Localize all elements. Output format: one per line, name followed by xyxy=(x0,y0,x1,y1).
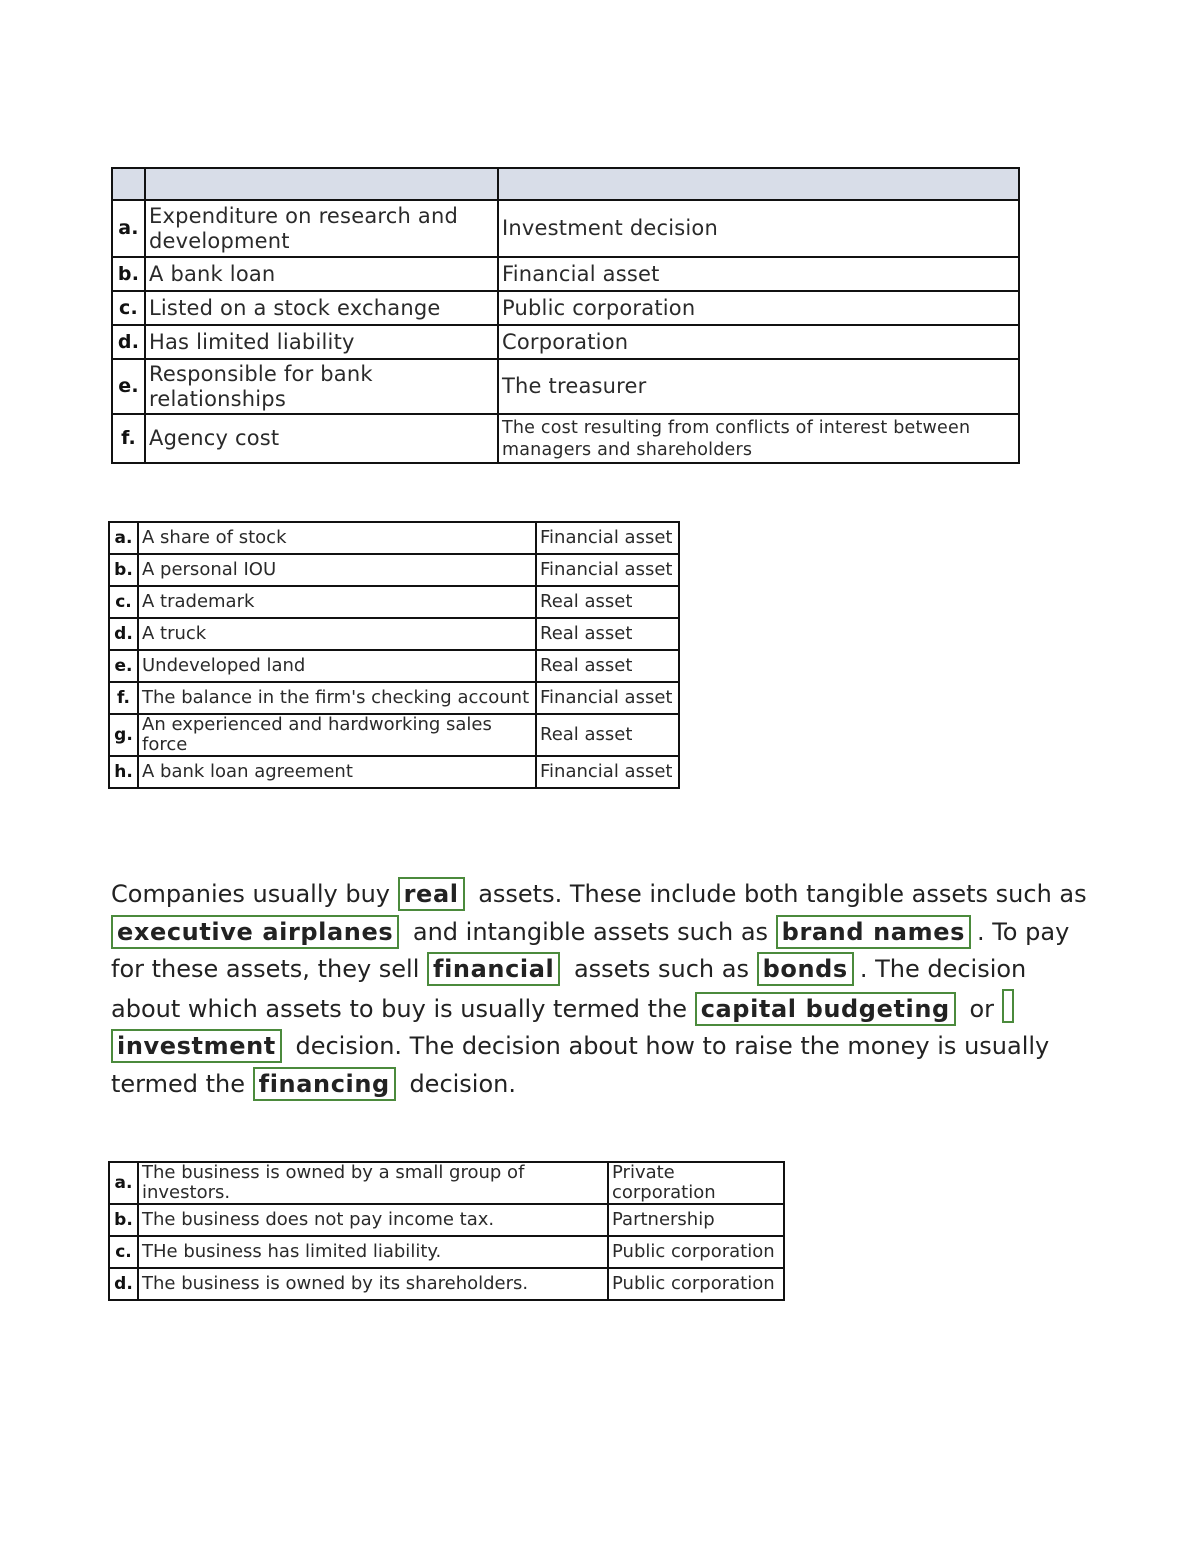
row-label: b. xyxy=(109,1204,138,1236)
table-row xyxy=(109,618,679,650)
table-row xyxy=(112,200,1019,257)
header-cell xyxy=(112,168,145,200)
item-cell: Undeveloped land xyxy=(138,650,536,682)
table-header-row xyxy=(112,168,1019,200)
statement-cell: The business is owned by a small group of investors. xyxy=(138,1162,608,1204)
table-row xyxy=(109,522,679,554)
paragraph-text: . To pay for these assets, they sell xyxy=(111,917,1070,983)
row-label: c. xyxy=(109,586,138,618)
row-label: e. xyxy=(109,650,138,682)
item-cell: A trademark xyxy=(138,586,536,618)
term-cell: Responsible for bank relationships xyxy=(145,359,498,414)
table-row xyxy=(109,650,679,682)
answer-cell: Investment decision xyxy=(498,200,1019,257)
asset-classification-table xyxy=(108,521,680,789)
answer-cell: Partnership xyxy=(608,1204,784,1236)
table-row xyxy=(112,325,1019,359)
item-cell: A bank loan agreement xyxy=(138,756,536,788)
item-cell: A personal IOU xyxy=(138,554,536,586)
row-label: h. xyxy=(109,756,138,788)
row-label: g. xyxy=(109,714,138,756)
row-label: f. xyxy=(109,682,138,714)
paragraph-text: decision. The decision about how to raise the money is usually termed the xyxy=(111,1032,1050,1098)
row-label: c. xyxy=(109,1236,138,1268)
answer-cell: Public corporation xyxy=(498,291,1019,325)
item-cell: An experienced and hardworking sales force xyxy=(138,714,536,756)
row-label: b. xyxy=(109,554,138,586)
paragraph-text: assets. These include both tangible assets such as xyxy=(470,880,1087,908)
table-row xyxy=(109,1268,784,1300)
answer-cell: Financial asset xyxy=(536,522,679,554)
paragraph-text: decision. xyxy=(401,1069,516,1098)
item-cell: A truck xyxy=(138,618,536,650)
table-row xyxy=(109,714,679,756)
row-label: c. xyxy=(112,291,145,325)
paragraph-text: assets such as xyxy=(566,955,757,983)
answer-cell: The treasurer xyxy=(498,359,1019,414)
table-row xyxy=(109,1162,784,1204)
empty-answer-box[interactable] xyxy=(1002,989,1014,1023)
item-cell: The balance in the firm's checking account xyxy=(138,682,536,714)
row-label: d. xyxy=(109,618,138,650)
answer-box[interactable]: financing xyxy=(253,1067,396,1101)
header-cell xyxy=(145,168,498,200)
term-cell: Agency cost xyxy=(145,414,498,463)
terms-table xyxy=(111,167,1020,464)
table-row xyxy=(109,1204,784,1236)
table-row xyxy=(109,1236,784,1268)
answer-cell: The cost resulting from conflicts of interest between managers and shareholders xyxy=(498,414,1019,463)
paragraph-text: . The decision about which assets to buy is usually termed the xyxy=(111,955,1027,1023)
row-label: a. xyxy=(109,1162,138,1204)
answer-cell: Real asset xyxy=(536,586,679,618)
answer-cell: Public corporation xyxy=(608,1236,784,1268)
answer-box[interactable]: financial xyxy=(427,952,560,986)
row-label: f. xyxy=(112,414,145,463)
answer-cell: Real asset xyxy=(536,618,679,650)
row-label: d. xyxy=(112,325,145,359)
answer-cell: Real asset xyxy=(536,650,679,682)
statement-cell: The business is owned by its shareholders. xyxy=(138,1268,608,1300)
table-row xyxy=(112,414,1019,463)
answer-box[interactable]: bonds xyxy=(757,952,854,986)
row-label: b. xyxy=(112,257,145,291)
row-label: d. xyxy=(109,1268,138,1300)
answer-box[interactable]: real xyxy=(398,877,465,911)
answer-cell: Real asset xyxy=(536,714,679,756)
table-row xyxy=(112,257,1019,291)
table-row xyxy=(109,586,679,618)
header-cell xyxy=(498,168,1019,200)
row-label: a. xyxy=(112,200,145,257)
table-row xyxy=(112,291,1019,325)
statement-cell: THe business has limited liability. xyxy=(138,1236,608,1268)
term-cell: Has limited liability xyxy=(145,325,498,359)
item-cell: A share of stock xyxy=(138,522,536,554)
answer-box[interactable]: executive airplanes xyxy=(111,915,399,949)
table-row xyxy=(112,359,1019,414)
table-row xyxy=(109,682,679,714)
paragraph-text: Companies usually buy xyxy=(111,880,398,908)
answer-cell: Corporation xyxy=(498,325,1019,359)
term-cell: A bank loan xyxy=(145,257,498,291)
paragraph-text: and intangible assets such as xyxy=(405,917,776,946)
paragraph-text: or xyxy=(961,994,1002,1023)
answer-box[interactable]: investment xyxy=(111,1029,282,1063)
answer-cell: Private corporation xyxy=(608,1162,784,1204)
row-label: e. xyxy=(112,359,145,414)
statement-cell: The business does not pay income tax. xyxy=(138,1204,608,1236)
table-row xyxy=(109,756,679,788)
fill-in-paragraph xyxy=(111,876,1091,1103)
answer-cell: Financial asset xyxy=(536,756,679,788)
answer-cell: Financial asset xyxy=(536,682,679,714)
row-label: a. xyxy=(109,522,138,554)
term-cell: Expenditure on research and development xyxy=(145,200,498,257)
term-cell: Listed on a stock exchange xyxy=(145,291,498,325)
business-type-table xyxy=(108,1161,785,1301)
answer-cell: Financial asset xyxy=(498,257,1019,291)
answer-box[interactable]: brand names xyxy=(776,915,971,949)
table-row xyxy=(109,554,679,586)
answer-cell: Financial asset xyxy=(536,554,679,586)
answer-box[interactable]: capital budgeting xyxy=(695,992,956,1026)
answer-cell: Public corporation xyxy=(608,1268,784,1300)
